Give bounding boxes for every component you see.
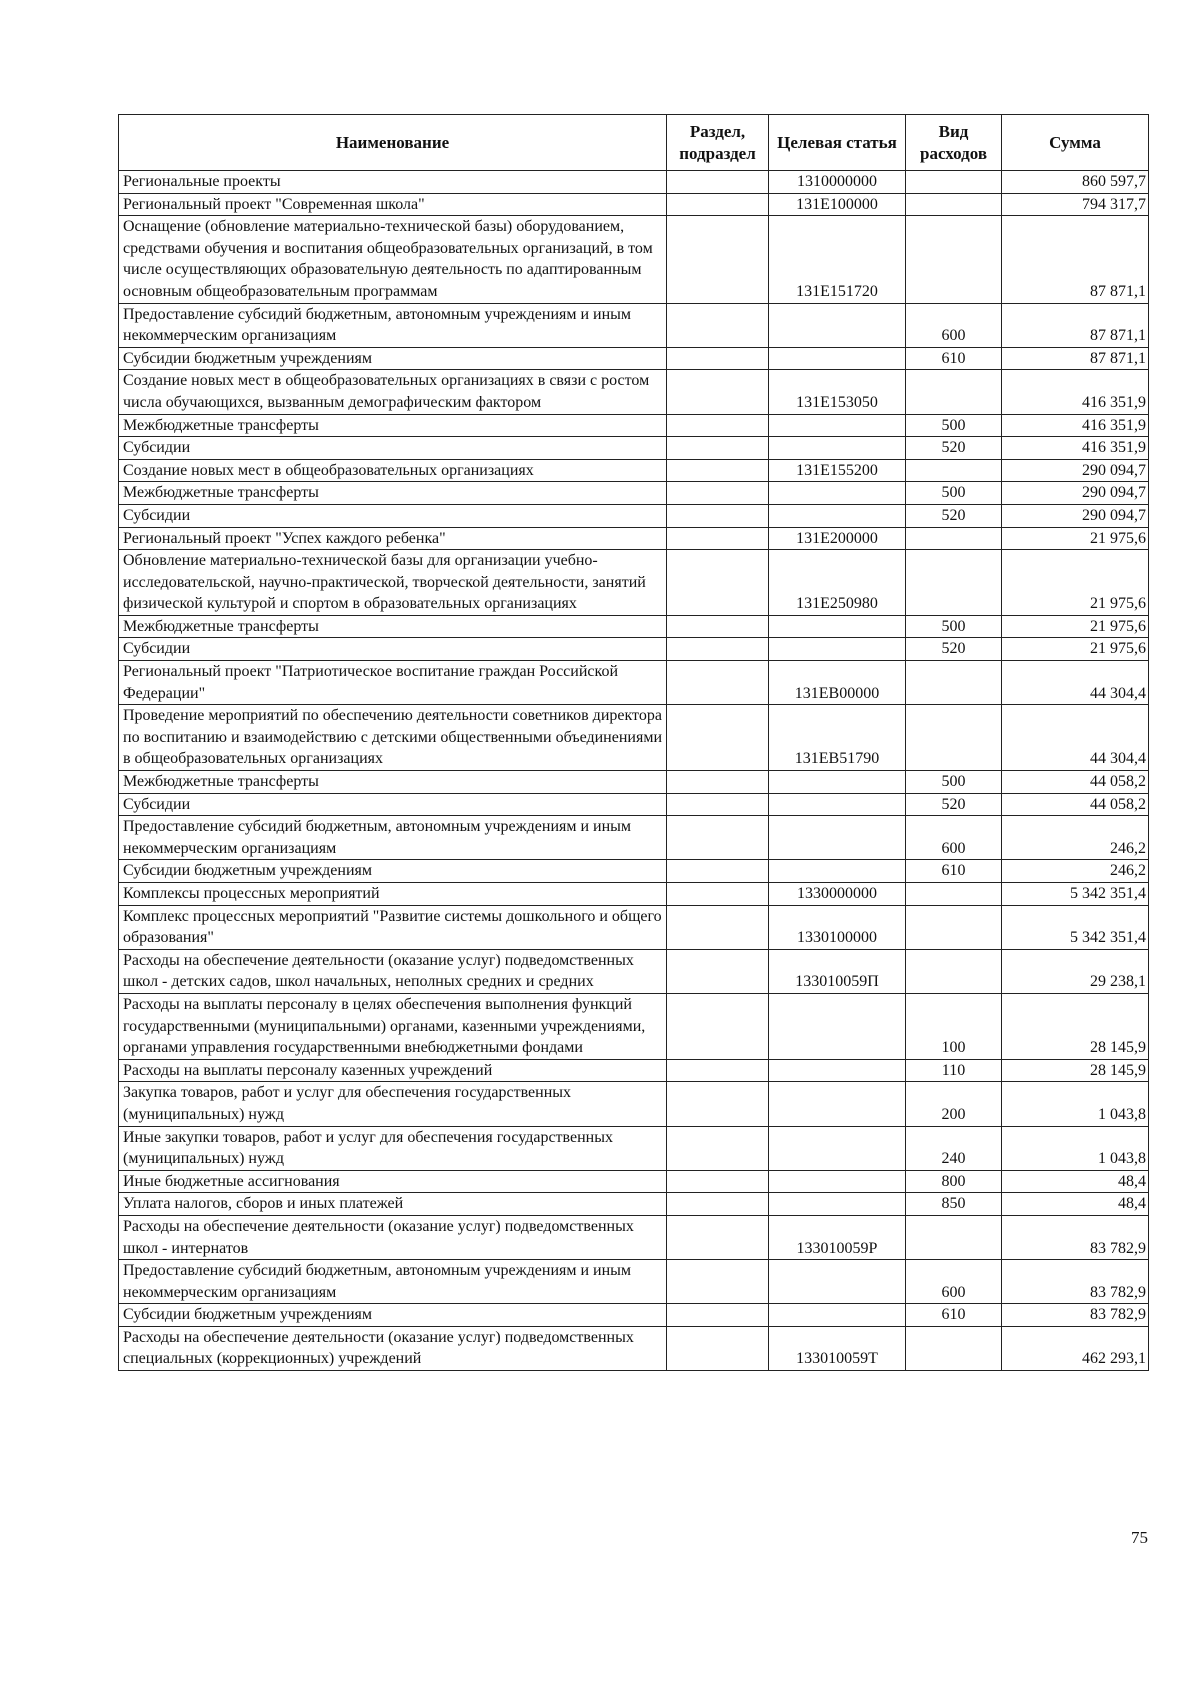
cell-name: Создание новых мест в общеобразовательных организациях в связи с ростом числа обучающихся, вызванным демографическим фактором — [119, 370, 667, 414]
table-row — [119, 527, 1149, 550]
cell-section — [667, 993, 769, 1059]
cell-amount: 416 351,9 — [1002, 414, 1149, 437]
cell-section — [667, 303, 769, 347]
cell-section — [667, 1126, 769, 1170]
cell-target: 131E155200 — [769, 459, 906, 482]
cell-amount: 48,4 — [1002, 1170, 1149, 1193]
cell-name: Субсидии бюджетным учреждениям — [119, 347, 667, 370]
cell-amount: 462 293,1 — [1002, 1326, 1149, 1370]
cell-name: Расходы на обеспечение деятельности (оказание услуг) подведомственных школ - детских садов, школ начальных, неполных средних и средних — [119, 949, 667, 993]
table-row — [119, 1193, 1149, 1216]
table-row — [119, 705, 1149, 771]
table-row — [119, 816, 1149, 860]
cell-section — [667, 459, 769, 482]
cell-kind: 610 — [906, 1304, 1002, 1327]
table-row — [119, 638, 1149, 661]
cell-amount: 1 043,8 — [1002, 1126, 1149, 1170]
table-row — [119, 860, 1149, 883]
table-row — [119, 303, 1149, 347]
cell-section — [667, 1260, 769, 1304]
cell-section — [667, 1059, 769, 1082]
cell-kind: 200 — [906, 1082, 1002, 1126]
cell-amount: 29 238,1 — [1002, 949, 1149, 993]
cell-target: 1330000000 — [769, 883, 906, 906]
table-row — [119, 949, 1149, 993]
cell-kind — [906, 705, 1002, 771]
cell-name: Региональные проекты — [119, 171, 667, 194]
table-row — [119, 1170, 1149, 1193]
cell-name: Комплексы процессных мероприятий — [119, 883, 667, 906]
cell-target: 1330100000 — [769, 905, 906, 949]
page-number: 75 — [1131, 1528, 1148, 1547]
cell-kind — [906, 949, 1002, 993]
cell-amount: 21 975,6 — [1002, 550, 1149, 616]
cell-name: Региональный проект "Успех каждого ребенка" — [119, 527, 667, 550]
cell-kind — [906, 1215, 1002, 1259]
cell-kind: 100 — [906, 993, 1002, 1059]
budget-table — [118, 114, 1149, 1371]
table-row — [119, 414, 1149, 437]
cell-name: Иные закупки товаров, работ и услуг для обеспечения государственных (муниципальных) нужд — [119, 1126, 667, 1170]
cell-kind: 500 — [906, 771, 1002, 794]
cell-kind — [906, 661, 1002, 705]
cell-name: Субсидии — [119, 638, 667, 661]
cell-target — [769, 615, 906, 638]
cell-name: Субсидии — [119, 437, 667, 460]
cell-name: Комплекс процессных мероприятий "Развитие системы дошкольного и общего образования" — [119, 905, 667, 949]
table-row — [119, 1082, 1149, 1126]
table-row — [119, 1215, 1149, 1259]
cell-section — [667, 816, 769, 860]
cell-section — [667, 661, 769, 705]
cell-kind — [906, 370, 1002, 414]
cell-kind — [906, 216, 1002, 303]
cell-target — [769, 414, 906, 437]
cell-kind: 600 — [906, 303, 1002, 347]
header-kind: Вид расходов — [906, 115, 1002, 171]
cell-target: 133010059П — [769, 949, 906, 993]
cell-name: Субсидии — [119, 504, 667, 527]
cell-amount: 44 058,2 — [1002, 771, 1149, 794]
cell-section — [667, 482, 769, 505]
cell-target — [769, 504, 906, 527]
cell-name: Расходы на выплаты персоналу казенных учреждений — [119, 1059, 667, 1082]
cell-target — [769, 993, 906, 1059]
table-row — [119, 883, 1149, 906]
table-row — [119, 193, 1149, 216]
cell-name: Расходы на выплаты персоналу в целях обеспечения выполнения функций государственными (муниципальными) органами, казенными учреждениями, органами управления государственными внебюджетными фондами — [119, 993, 667, 1059]
cell-amount: 21 975,6 — [1002, 638, 1149, 661]
cell-kind — [906, 459, 1002, 482]
cell-name: Иные бюджетные ассигнования — [119, 1170, 667, 1193]
table-row — [119, 171, 1149, 194]
cell-target — [769, 793, 906, 816]
table-row — [119, 771, 1149, 794]
cell-kind: 240 — [906, 1126, 1002, 1170]
cell-target — [769, 1304, 906, 1327]
cell-target: 131E151720 — [769, 216, 906, 303]
cell-section — [667, 615, 769, 638]
cell-name: Предоставление субсидий бюджетным, автономным учреждениям и иным некоммерческим организациям — [119, 1260, 667, 1304]
cell-amount: 5 342 351,4 — [1002, 883, 1149, 906]
cell-amount: 83 782,9 — [1002, 1260, 1149, 1304]
table-row — [119, 482, 1149, 505]
cell-target — [769, 771, 906, 794]
cell-name: Создание новых мест в общеобразовательных организациях — [119, 459, 667, 482]
cell-section — [667, 171, 769, 194]
cell-name: Предоставление субсидий бюджетным, автономным учреждениям и иным некоммерческим организациям — [119, 816, 667, 860]
cell-target: 1310000000 — [769, 171, 906, 194]
cell-section — [667, 705, 769, 771]
cell-kind: 520 — [906, 793, 1002, 816]
cell-target: 131EB51790 — [769, 705, 906, 771]
cell-section — [667, 883, 769, 906]
cell-kind: 520 — [906, 504, 1002, 527]
table-row — [119, 615, 1149, 638]
cell-section — [667, 1215, 769, 1259]
cell-name: Региональный проект "Патриотическое воспитание граждан Российской Федерации" — [119, 661, 667, 705]
cell-name: Обновление материально-технической базы для организации учебно-исследовательской, научно-практической, творческой деятельности, занятий физической культурой и спортом в образовательных организациях — [119, 550, 667, 616]
table-row — [119, 550, 1149, 616]
table-row — [119, 1260, 1149, 1304]
cell-amount: 290 094,7 — [1002, 504, 1149, 527]
cell-section — [667, 949, 769, 993]
cell-section — [667, 1082, 769, 1126]
header-name: Наименование — [119, 115, 667, 171]
cell-name: Субсидии бюджетным учреждениям — [119, 860, 667, 883]
cell-amount: 28 145,9 — [1002, 1059, 1149, 1082]
table-body — [119, 171, 1149, 1371]
table-header — [119, 115, 1149, 171]
cell-section — [667, 527, 769, 550]
cell-amount: 416 351,9 — [1002, 437, 1149, 460]
cell-amount: 860 597,7 — [1002, 171, 1149, 194]
table-row — [119, 504, 1149, 527]
cell-section — [667, 638, 769, 661]
table-row — [119, 459, 1149, 482]
cell-kind: 850 — [906, 1193, 1002, 1216]
cell-target — [769, 860, 906, 883]
cell-name: Региональный проект "Современная школа" — [119, 193, 667, 216]
header-section: Раздел, подраздел — [667, 115, 769, 171]
cell-section — [667, 550, 769, 616]
cell-name: Субсидии — [119, 793, 667, 816]
cell-kind — [906, 905, 1002, 949]
cell-section — [667, 437, 769, 460]
cell-section — [667, 1304, 769, 1327]
cell-amount: 83 782,9 — [1002, 1215, 1149, 1259]
cell-target — [769, 482, 906, 505]
cell-target — [769, 638, 906, 661]
cell-section — [667, 1326, 769, 1370]
table-row — [119, 1126, 1149, 1170]
cell-kind: 500 — [906, 482, 1002, 505]
cell-amount: 416 351,9 — [1002, 370, 1149, 414]
table-row — [119, 993, 1149, 1059]
cell-kind — [906, 883, 1002, 906]
cell-name: Субсидии бюджетным учреждениям — [119, 1304, 667, 1327]
cell-target — [769, 347, 906, 370]
cell-section — [667, 347, 769, 370]
cell-kind: 600 — [906, 816, 1002, 860]
cell-name: Межбюджетные трансферты — [119, 482, 667, 505]
header-amount: Сумма — [1002, 115, 1149, 171]
cell-kind — [906, 550, 1002, 616]
cell-target — [769, 1193, 906, 1216]
cell-amount: 44 058,2 — [1002, 793, 1149, 816]
cell-kind: 110 — [906, 1059, 1002, 1082]
cell-section — [667, 860, 769, 883]
cell-target — [769, 1126, 906, 1170]
cell-kind: 500 — [906, 615, 1002, 638]
cell-kind: 610 — [906, 860, 1002, 883]
cell-kind: 800 — [906, 1170, 1002, 1193]
cell-amount: 87 871,1 — [1002, 347, 1149, 370]
cell-amount: 290 094,7 — [1002, 482, 1149, 505]
cell-amount: 21 975,6 — [1002, 527, 1149, 550]
cell-section — [667, 771, 769, 794]
cell-amount: 44 304,4 — [1002, 705, 1149, 771]
cell-amount: 246,2 — [1002, 860, 1149, 883]
header-target: Целевая статья — [769, 115, 906, 171]
cell-name: Межбюджетные трансферты — [119, 615, 667, 638]
cell-section — [667, 504, 769, 527]
cell-section — [667, 216, 769, 303]
cell-target — [769, 1082, 906, 1126]
cell-name: Проведение мероприятий по обеспечению деятельности советников директора по воспитанию и взаимодействию с детскими общественными объединениями в общеобразовательных организациях — [119, 705, 667, 771]
cell-section — [667, 193, 769, 216]
cell-target: 131E100000 — [769, 193, 906, 216]
cell-kind — [906, 1326, 1002, 1370]
cell-target — [769, 437, 906, 460]
cell-target: 131E250980 — [769, 550, 906, 616]
table-row — [119, 661, 1149, 705]
cell-amount: 21 975,6 — [1002, 615, 1149, 638]
cell-amount: 28 145,9 — [1002, 993, 1149, 1059]
cell-kind — [906, 171, 1002, 194]
cell-kind — [906, 527, 1002, 550]
cell-target: 131EB00000 — [769, 661, 906, 705]
cell-target — [769, 303, 906, 347]
cell-section — [667, 370, 769, 414]
table-row — [119, 347, 1149, 370]
cell-amount: 83 782,9 — [1002, 1304, 1149, 1327]
cell-kind: 600 — [906, 1260, 1002, 1304]
cell-name: Межбюджетные трансферты — [119, 414, 667, 437]
cell-target — [769, 1260, 906, 1304]
table-row — [119, 905, 1149, 949]
cell-kind: 610 — [906, 347, 1002, 370]
cell-kind: 520 — [906, 638, 1002, 661]
cell-amount: 794 317,7 — [1002, 193, 1149, 216]
cell-target — [769, 1170, 906, 1193]
cell-target: 131E200000 — [769, 527, 906, 550]
cell-target: 133010059Р — [769, 1215, 906, 1259]
table-row — [119, 370, 1149, 414]
cell-name: Уплата налогов, сборов и иных платежей — [119, 1193, 667, 1216]
cell-target: 133010059Т — [769, 1326, 906, 1370]
cell-amount: 87 871,1 — [1002, 216, 1149, 303]
table-row — [119, 1304, 1149, 1327]
cell-target: 131E153050 — [769, 370, 906, 414]
cell-section — [667, 1193, 769, 1216]
cell-amount: 1 043,8 — [1002, 1082, 1149, 1126]
cell-name: Расходы на обеспечение деятельности (оказание услуг) подведомственных специальных (коррекционных) учреждений — [119, 1326, 667, 1370]
cell-kind — [906, 193, 1002, 216]
cell-section — [667, 1170, 769, 1193]
cell-amount: 44 304,4 — [1002, 661, 1149, 705]
cell-amount: 5 342 351,4 — [1002, 905, 1149, 949]
cell-name: Расходы на обеспечение деятельности (оказание услуг) подведомственных школ - интернатов — [119, 1215, 667, 1259]
cell-kind: 500 — [906, 414, 1002, 437]
cell-name: Предоставление субсидий бюджетным, автономным учреждениям и иным некоммерческим организациям — [119, 303, 667, 347]
cell-target — [769, 816, 906, 860]
cell-section — [667, 905, 769, 949]
cell-name: Оснащение (обновление материально-технической базы) оборудованием, средствами обучения и воспитания общеобразовательных организаций, в том числе осуществляющих образовательную деятельность по адаптированным основным общеобразовательным программам — [119, 216, 667, 303]
cell-amount: 87 871,1 — [1002, 303, 1149, 347]
cell-amount: 290 094,7 — [1002, 459, 1149, 482]
table-row — [119, 437, 1149, 460]
table-row — [119, 793, 1149, 816]
cell-name: Закупка товаров, работ и услуг для обеспечения государственных (муниципальных) нужд — [119, 1082, 667, 1126]
cell-section — [667, 414, 769, 437]
cell-name: Межбюджетные трансферты — [119, 771, 667, 794]
header-row — [119, 115, 1149, 171]
cell-section — [667, 793, 769, 816]
table-row — [119, 1059, 1149, 1082]
table-row — [119, 216, 1149, 303]
cell-target — [769, 1059, 906, 1082]
table-row — [119, 1326, 1149, 1370]
cell-amount: 48,4 — [1002, 1193, 1149, 1216]
cell-amount: 246,2 — [1002, 816, 1149, 860]
cell-kind: 520 — [906, 437, 1002, 460]
